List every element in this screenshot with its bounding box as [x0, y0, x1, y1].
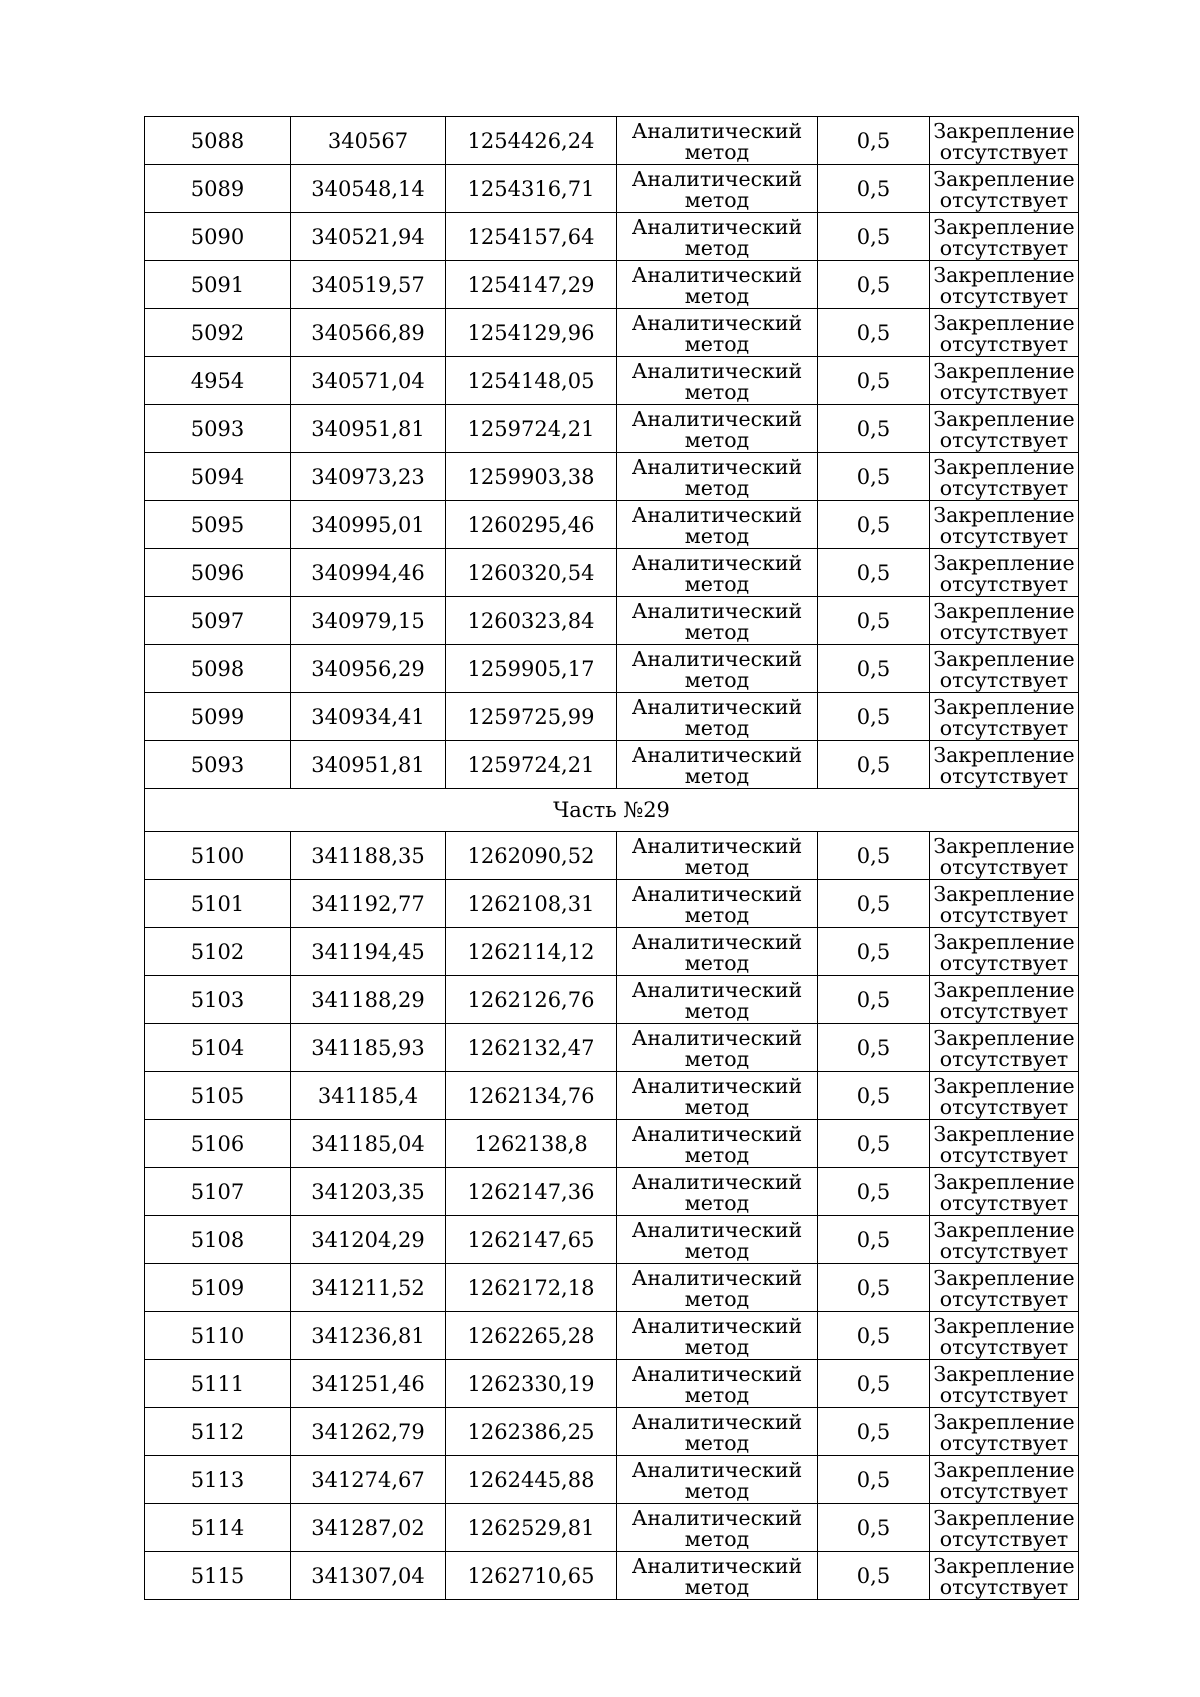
y-coordinate-cell: 1259903,38 — [446, 453, 617, 501]
fixing-description-cell: Закрепление отсутствует — [930, 1504, 1079, 1552]
accuracy-cell: 0,5 — [818, 1504, 930, 1552]
point-number-cell: 5096 — [145, 549, 291, 597]
accuracy-cell: 0,5 — [818, 213, 930, 261]
x-coordinate-cell: 341307,04 — [291, 1552, 446, 1600]
fixing-description-cell: Закрепление отсутствует — [930, 597, 1079, 645]
point-number-cell: 5097 — [145, 597, 291, 645]
y-coordinate-cell: 1259905,17 — [446, 645, 617, 693]
fixing-description-cell: Закрепление отсутствует — [930, 501, 1079, 549]
method-cell: Аналитический метод — [617, 1312, 818, 1360]
x-coordinate-cell: 340951,81 — [291, 741, 446, 789]
y-coordinate-cell: 1260320,54 — [446, 549, 617, 597]
table-row — [145, 1360, 1079, 1408]
fixing-description-cell: Закрепление отсутствует — [930, 165, 1079, 213]
x-coordinate-cell: 340567 — [291, 117, 446, 165]
accuracy-cell: 0,5 — [818, 309, 930, 357]
x-coordinate-cell: 341203,35 — [291, 1168, 446, 1216]
table-row — [145, 1456, 1079, 1504]
y-coordinate-cell: 1262265,28 — [446, 1312, 617, 1360]
point-number-cell: 5103 — [145, 976, 291, 1024]
y-coordinate-cell: 1262529,81 — [446, 1504, 617, 1552]
point-number-cell: 5107 — [145, 1168, 291, 1216]
x-coordinate-cell: 341188,29 — [291, 976, 446, 1024]
y-coordinate-cell: 1254148,05 — [446, 357, 617, 405]
method-cell: Аналитический метод — [617, 309, 818, 357]
fixing-description-cell: Закрепление отсутствует — [930, 1024, 1079, 1072]
accuracy-cell: 0,5 — [818, 1168, 930, 1216]
x-coordinate-cell: 340519,57 — [291, 261, 446, 309]
accuracy-cell: 0,5 — [818, 1360, 930, 1408]
x-coordinate-cell: 340521,94 — [291, 213, 446, 261]
table-row — [145, 1072, 1079, 1120]
accuracy-cell: 0,5 — [818, 645, 930, 693]
accuracy-cell: 0,5 — [818, 1408, 930, 1456]
fixing-description-cell: Закрепление отсутствует — [930, 741, 1079, 789]
method-cell: Аналитический метод — [617, 117, 818, 165]
x-coordinate-cell: 340548,14 — [291, 165, 446, 213]
point-number-cell: 5092 — [145, 309, 291, 357]
y-coordinate-cell: 1259724,21 — [446, 741, 617, 789]
method-cell: Аналитический метод — [617, 741, 818, 789]
x-coordinate-cell: 340571,04 — [291, 357, 446, 405]
table-row — [145, 880, 1079, 928]
y-coordinate-cell: 1262445,88 — [446, 1456, 617, 1504]
method-cell: Аналитический метод — [617, 165, 818, 213]
x-coordinate-cell: 340566,89 — [291, 309, 446, 357]
point-number-cell: 5090 — [145, 213, 291, 261]
accuracy-cell: 0,5 — [818, 261, 930, 309]
fixing-description-cell: Закрепление отсутствует — [930, 645, 1079, 693]
fixing-description-cell: Закрепление отсутствует — [930, 117, 1079, 165]
x-coordinate-cell: 340956,29 — [291, 645, 446, 693]
point-number-cell: 5108 — [145, 1216, 291, 1264]
fixing-description-cell: Закрепление отсутствует — [930, 832, 1079, 880]
point-number-cell: 5113 — [145, 1456, 291, 1504]
section-title: Часть №29 — [145, 789, 1079, 832]
y-coordinate-cell: 1262330,19 — [446, 1360, 617, 1408]
point-number-cell: 4954 — [145, 357, 291, 405]
x-coordinate-cell: 341185,4 — [291, 1072, 446, 1120]
x-coordinate-cell: 340994,46 — [291, 549, 446, 597]
method-cell: Аналитический метод — [617, 1360, 818, 1408]
fixing-description-cell: Закрепление отсутствует — [930, 928, 1079, 976]
accuracy-cell: 0,5 — [818, 1312, 930, 1360]
y-coordinate-cell: 1262090,52 — [446, 832, 617, 880]
y-coordinate-cell: 1254157,64 — [446, 213, 617, 261]
y-coordinate-cell: 1262132,47 — [446, 1024, 617, 1072]
accuracy-cell: 0,5 — [818, 1552, 930, 1600]
fixing-description-cell: Закрепление отсутствует — [930, 1552, 1079, 1600]
fixing-description-cell: Закрепление отсутствует — [930, 261, 1079, 309]
accuracy-cell: 0,5 — [818, 357, 930, 405]
accuracy-cell: 0,5 — [818, 1264, 930, 1312]
x-coordinate-cell: 341204,29 — [291, 1216, 446, 1264]
point-number-cell: 5115 — [145, 1552, 291, 1600]
method-cell: Аналитический метод — [617, 261, 818, 309]
method-cell: Аналитический метод — [617, 976, 818, 1024]
fixing-description-cell: Закрепление отсутствует — [930, 1360, 1079, 1408]
table-row — [145, 213, 1079, 261]
point-number-cell: 5114 — [145, 1504, 291, 1552]
method-cell: Аналитический метод — [617, 453, 818, 501]
table-row — [145, 1408, 1079, 1456]
y-coordinate-cell: 1262147,36 — [446, 1168, 617, 1216]
point-number-cell: 5093 — [145, 405, 291, 453]
point-number-cell: 5111 — [145, 1360, 291, 1408]
x-coordinate-cell: 340934,41 — [291, 693, 446, 741]
method-cell: Аналитический метод — [617, 357, 818, 405]
accuracy-cell: 0,5 — [818, 1120, 930, 1168]
x-coordinate-cell: 341251,46 — [291, 1360, 446, 1408]
fixing-description-cell: Закрепление отсутствует — [930, 1264, 1079, 1312]
method-cell: Аналитический метод — [617, 928, 818, 976]
method-cell: Аналитический метод — [617, 1456, 818, 1504]
y-coordinate-cell: 1262114,12 — [446, 928, 617, 976]
fixing-description-cell: Закрепление отсутствует — [930, 309, 1079, 357]
fixing-description-cell: Закрепление отсутствует — [930, 1312, 1079, 1360]
fixing-description-cell: Закрепление отсутствует — [930, 1120, 1079, 1168]
y-coordinate-cell: 1254426,24 — [446, 117, 617, 165]
method-cell: Аналитический метод — [617, 1216, 818, 1264]
method-cell: Аналитический метод — [617, 1072, 818, 1120]
table-row — [145, 165, 1079, 213]
point-number-cell: 5098 — [145, 645, 291, 693]
x-coordinate-cell: 341194,45 — [291, 928, 446, 976]
table-row — [145, 645, 1079, 693]
table-row — [145, 928, 1079, 976]
table-row — [145, 549, 1079, 597]
accuracy-cell: 0,5 — [818, 597, 930, 645]
fixing-description-cell: Закрепление отсутствует — [930, 880, 1079, 928]
point-number-cell: 5100 — [145, 832, 291, 880]
fixing-description-cell: Закрепление отсутствует — [930, 1456, 1079, 1504]
accuracy-cell: 0,5 — [818, 1456, 930, 1504]
y-coordinate-cell: 1259725,99 — [446, 693, 617, 741]
table-row — [145, 741, 1079, 789]
fixing-description-cell: Закрепление отсутствует — [930, 213, 1079, 261]
x-coordinate-cell: 341236,81 — [291, 1312, 446, 1360]
point-number-cell: 5110 — [145, 1312, 291, 1360]
method-cell: Аналитический метод — [617, 1504, 818, 1552]
section-row — [145, 789, 1079, 832]
method-cell: Аналитический метод — [617, 880, 818, 928]
y-coordinate-cell: 1260295,46 — [446, 501, 617, 549]
accuracy-cell: 0,5 — [818, 976, 930, 1024]
x-coordinate-cell: 341274,67 — [291, 1456, 446, 1504]
x-coordinate-cell: 341188,35 — [291, 832, 446, 880]
accuracy-cell: 0,5 — [818, 1024, 930, 1072]
method-cell: Аналитический метод — [617, 501, 818, 549]
accuracy-cell: 0,5 — [818, 117, 930, 165]
accuracy-cell: 0,5 — [818, 880, 930, 928]
point-number-cell: 5088 — [145, 117, 291, 165]
table-row — [145, 1552, 1079, 1600]
point-number-cell: 5112 — [145, 1408, 291, 1456]
point-number-cell: 5089 — [145, 165, 291, 213]
y-coordinate-cell: 1262147,65 — [446, 1216, 617, 1264]
point-number-cell: 5094 — [145, 453, 291, 501]
point-number-cell: 5099 — [145, 693, 291, 741]
accuracy-cell: 0,5 — [818, 453, 930, 501]
point-number-cell: 5109 — [145, 1264, 291, 1312]
table-row — [145, 1024, 1079, 1072]
table-row — [145, 976, 1079, 1024]
point-number-cell: 5105 — [145, 1072, 291, 1120]
y-coordinate-cell: 1254129,96 — [446, 309, 617, 357]
fixing-description-cell: Закрепление отсутствует — [930, 1072, 1079, 1120]
table-row — [145, 1120, 1079, 1168]
y-coordinate-cell: 1260323,84 — [446, 597, 617, 645]
accuracy-cell: 0,5 — [818, 549, 930, 597]
point-number-cell: 5093 — [145, 741, 291, 789]
table-row — [145, 357, 1079, 405]
y-coordinate-cell: 1262138,8 — [446, 1120, 617, 1168]
method-cell: Аналитический метод — [617, 645, 818, 693]
table-row — [145, 261, 1079, 309]
x-coordinate-cell: 341211,52 — [291, 1264, 446, 1312]
method-cell: Аналитический метод — [617, 1552, 818, 1600]
x-coordinate-cell: 340979,15 — [291, 597, 446, 645]
table-row — [145, 405, 1079, 453]
table-row — [145, 597, 1079, 645]
method-cell: Аналитический метод — [617, 597, 818, 645]
y-coordinate-cell: 1254147,29 — [446, 261, 617, 309]
method-cell: Аналитический метод — [617, 405, 818, 453]
table-row — [145, 1168, 1079, 1216]
fixing-description-cell: Закрепление отсутствует — [930, 405, 1079, 453]
y-coordinate-cell: 1254316,71 — [446, 165, 617, 213]
table-row — [145, 1264, 1079, 1312]
table-row — [145, 117, 1079, 165]
table-row — [145, 453, 1079, 501]
point-number-cell: 5091 — [145, 261, 291, 309]
point-number-cell: 5101 — [145, 880, 291, 928]
method-cell: Аналитический метод — [617, 549, 818, 597]
point-number-cell: 5104 — [145, 1024, 291, 1072]
table-row — [145, 693, 1079, 741]
accuracy-cell: 0,5 — [818, 1216, 930, 1264]
x-coordinate-cell: 341192,77 — [291, 880, 446, 928]
x-coordinate-cell: 341262,79 — [291, 1408, 446, 1456]
accuracy-cell: 0,5 — [818, 501, 930, 549]
y-coordinate-cell: 1262172,18 — [446, 1264, 617, 1312]
point-number-cell: 5106 — [145, 1120, 291, 1168]
y-coordinate-cell: 1262710,65 — [446, 1552, 617, 1600]
accuracy-cell: 0,5 — [818, 832, 930, 880]
method-cell: Аналитический метод — [617, 693, 818, 741]
method-cell: Аналитический метод — [617, 832, 818, 880]
accuracy-cell: 0,5 — [818, 165, 930, 213]
point-number-cell: 5095 — [145, 501, 291, 549]
accuracy-cell: 0,5 — [818, 693, 930, 741]
x-coordinate-cell: 341185,93 — [291, 1024, 446, 1072]
table-row — [145, 309, 1079, 357]
y-coordinate-cell: 1262386,25 — [446, 1408, 617, 1456]
table-body — [145, 117, 1079, 1600]
fixing-description-cell: Закрепление отсутствует — [930, 357, 1079, 405]
table-row — [145, 1504, 1079, 1552]
method-cell: Аналитический метод — [617, 1024, 818, 1072]
coordinates-table — [144, 116, 1079, 1600]
accuracy-cell: 0,5 — [818, 741, 930, 789]
y-coordinate-cell: 1259724,21 — [446, 405, 617, 453]
y-coordinate-cell: 1262108,31 — [446, 880, 617, 928]
fixing-description-cell: Закрепление отсутствует — [930, 1168, 1079, 1216]
x-coordinate-cell: 340951,81 — [291, 405, 446, 453]
table-row — [145, 501, 1079, 549]
fixing-description-cell: Закрепление отсутствует — [930, 1408, 1079, 1456]
method-cell: Аналитический метод — [617, 1264, 818, 1312]
table-row — [145, 832, 1079, 880]
fixing-description-cell: Закрепление отсутствует — [930, 453, 1079, 501]
accuracy-cell: 0,5 — [818, 1072, 930, 1120]
x-coordinate-cell: 340995,01 — [291, 501, 446, 549]
y-coordinate-cell: 1262126,76 — [446, 976, 617, 1024]
x-coordinate-cell: 341287,02 — [291, 1504, 446, 1552]
method-cell: Аналитический метод — [617, 1120, 818, 1168]
accuracy-cell: 0,5 — [818, 928, 930, 976]
method-cell: Аналитический метод — [617, 1168, 818, 1216]
table-row — [145, 1216, 1079, 1264]
fixing-description-cell: Закрепление отсутствует — [930, 976, 1079, 1024]
x-coordinate-cell: 340973,23 — [291, 453, 446, 501]
x-coordinate-cell: 341185,04 — [291, 1120, 446, 1168]
point-number-cell: 5102 — [145, 928, 291, 976]
fixing-description-cell: Закрепление отсутствует — [930, 693, 1079, 741]
y-coordinate-cell: 1262134,76 — [446, 1072, 617, 1120]
fixing-description-cell: Закрепление отсутствует — [930, 549, 1079, 597]
accuracy-cell: 0,5 — [818, 405, 930, 453]
method-cell: Аналитический метод — [617, 1408, 818, 1456]
fixing-description-cell: Закрепление отсутствует — [930, 1216, 1079, 1264]
method-cell: Аналитический метод — [617, 213, 818, 261]
table-row — [145, 1312, 1079, 1360]
